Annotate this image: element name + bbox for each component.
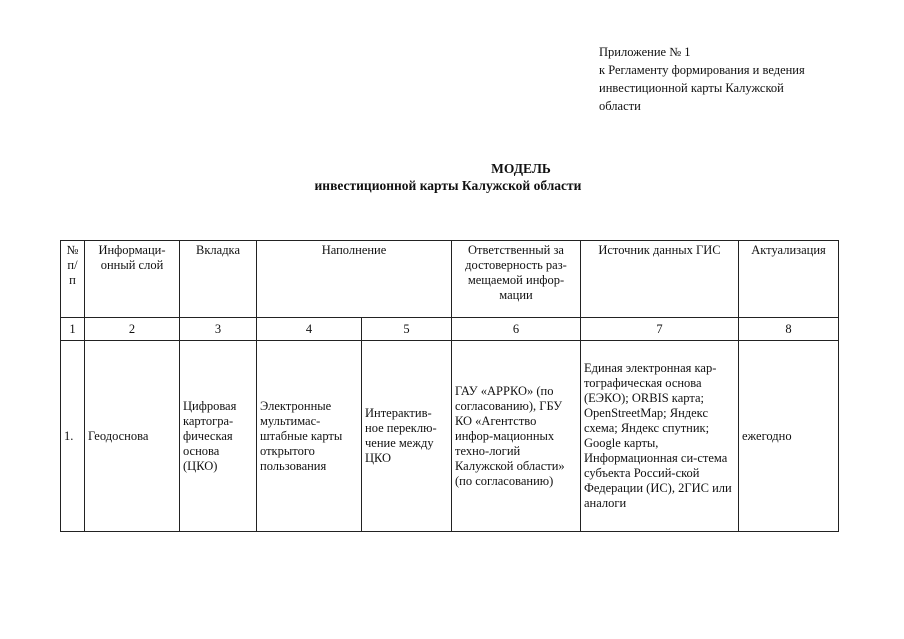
title-line-1: МОДЕЛЬ xyxy=(491,161,551,176)
header-update: Актуализация xyxy=(739,241,839,318)
column-number: 7 xyxy=(581,318,739,341)
column-number: 3 xyxy=(180,318,257,341)
appendix-line: к Регламенту формирования и ведения xyxy=(599,63,805,77)
column-number: 6 xyxy=(452,318,581,341)
cell-update: ежегодно xyxy=(739,341,839,532)
appendix-line: Приложение № 1 xyxy=(599,45,691,59)
cell-responsible: ГАУ «АРРКО» (по согласованию), ГБУ КО «Агентство инфор-мационных техно-логий Калужской области» (по согласованию) xyxy=(452,341,581,532)
column-number: 5 xyxy=(362,318,452,341)
cell-content-a: Электронные мультимас-штабные карты открытого пользования xyxy=(257,341,362,532)
cell-content-b: Интерактив-ное переклю-чение между ЦКО xyxy=(362,341,452,532)
column-number-row xyxy=(61,318,839,341)
header-source: Источник данных ГИС xyxy=(581,241,739,318)
header-content: Наполнение xyxy=(257,241,452,318)
cell-num: 1. xyxy=(61,341,85,532)
header-tab: Вкладка xyxy=(180,241,257,318)
document-title xyxy=(0,160,746,194)
cell-layer: Геодоснова xyxy=(85,341,180,532)
title-line-2: инвестиционной карты Калужской области xyxy=(314,178,582,193)
header-num: № п/ п xyxy=(61,241,85,318)
column-number: 1 xyxy=(61,318,85,341)
header-row xyxy=(61,241,839,318)
column-number: 8 xyxy=(739,318,839,341)
column-number: 2 xyxy=(85,318,180,341)
table-row xyxy=(61,341,839,532)
model-table xyxy=(60,240,839,532)
appendix-line: инвестиционной карты Калужской xyxy=(599,81,784,95)
cell-tab: Цифровая картогра-фическая основа (ЦКО) xyxy=(180,341,257,532)
header-responsible: Ответственный за достоверность раз-мещаемой инфор-мации xyxy=(452,241,581,318)
appendix-note xyxy=(599,43,859,115)
header-layer: Информаци-онный слой xyxy=(85,241,180,318)
column-number: 4 xyxy=(257,318,362,341)
appendix-line: области xyxy=(599,99,641,113)
cell-source: Единая электронная кар-тографическая основа (ЕЭКО); ORBIS карта; OpenStreetMap; Яндекс схема; Яндекс спутник; Google карты, Информационная си-стема субъекта Россий-ской Федерации (ИС), 2ГИС или аналоги xyxy=(581,341,739,532)
